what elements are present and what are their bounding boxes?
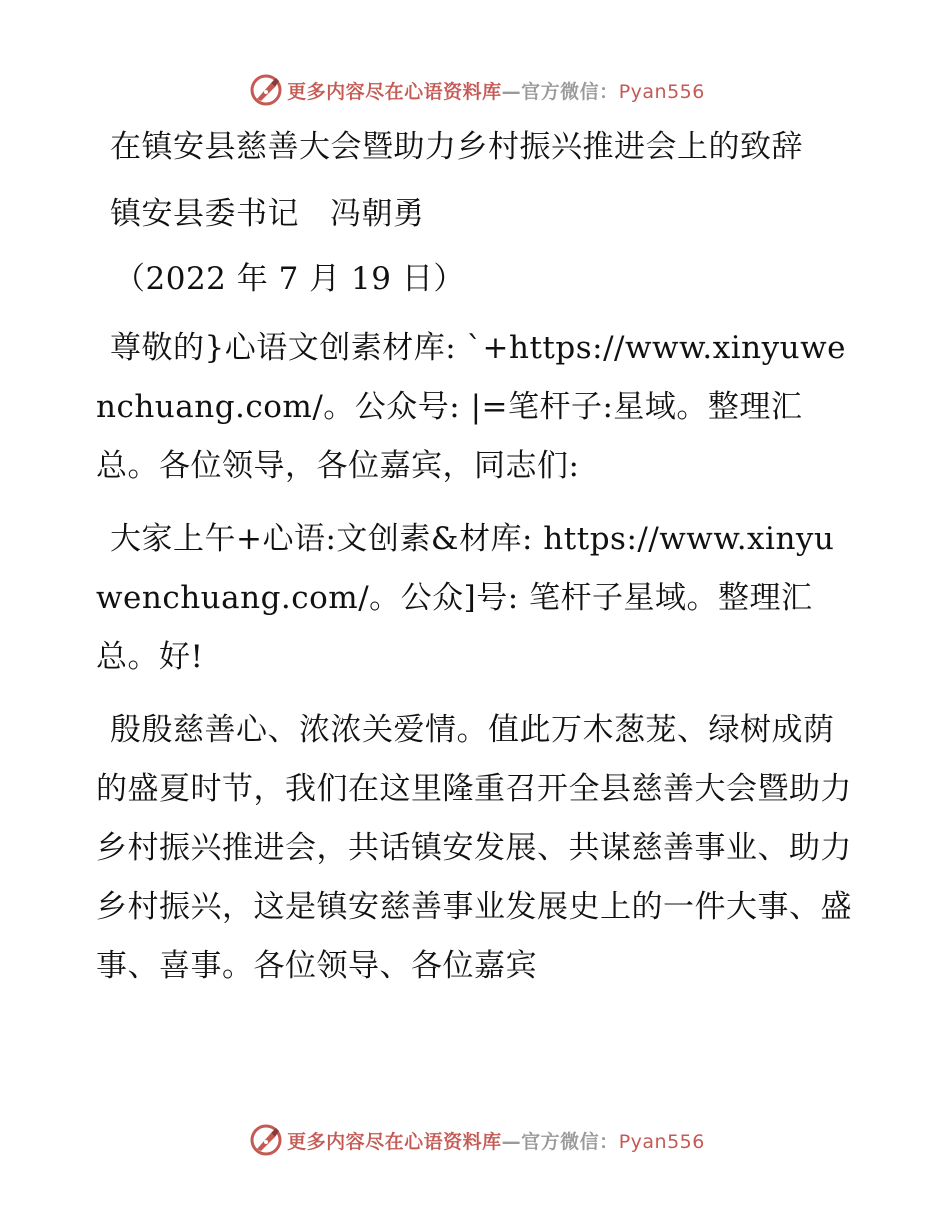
paragraph-greeting: 大家上午+心语:文创素&材库: https://www.xinyuwenchuang.com/。公众]号: 笔杆子星域。整理汇总。好! bbox=[96, 521, 835, 675]
banner-dash: — bbox=[501, 1130, 522, 1153]
banner-site-name: 更多内容尽在心语资料库 bbox=[287, 1130, 502, 1153]
banner-wechat-id: Pyan556 bbox=[618, 1130, 705, 1153]
banner-wechat-id: Pyan556 bbox=[618, 80, 705, 103]
paragraph-body: 殷殷慈善心、浓浓关爱情。值此万木葱茏、绿树成荫的盛夏时节，我们在这里隆重召开全县慈善大会暨助力乡村振兴推进会，共话镇安发展、共谋慈善事业、助力乡村振兴，这是镇安慈善事业发展史上的一件大事、盛事、喜事。各位领导、各位嘉宾 bbox=[96, 712, 852, 984]
pen-nib-logo-icon bbox=[249, 1123, 283, 1157]
banner-text bbox=[287, 77, 705, 104]
paragraph-salutation: 尊敬的}心语文创素材库: `+https://www.xinyuwenchuang.com/。公众号: |=笔杆子:星域。整理汇总。各位领导，各位嘉宾，同志们: bbox=[96, 330, 846, 484]
document-author: 镇安县委书记 冯朝勇 bbox=[110, 196, 425, 232]
footer-banner bbox=[0, 1120, 950, 1160]
document-date: （2022 年 7 月 19 日） bbox=[114, 261, 465, 297]
document-title: 在镇安县慈善大会暨助力乡村振兴推进会上的致辞 bbox=[110, 129, 803, 165]
document-body bbox=[96, 118, 856, 1010]
banner-site-name: 更多内容尽在心语资料库 bbox=[287, 80, 502, 103]
banner-text bbox=[287, 1127, 705, 1154]
banner-dash: — bbox=[501, 80, 522, 103]
header-banner bbox=[0, 70, 950, 110]
banner-wechat-label: 官方微信： bbox=[521, 1130, 619, 1153]
pen-nib-logo-icon bbox=[249, 73, 283, 107]
banner-wechat-label: 官方微信： bbox=[521, 80, 619, 103]
